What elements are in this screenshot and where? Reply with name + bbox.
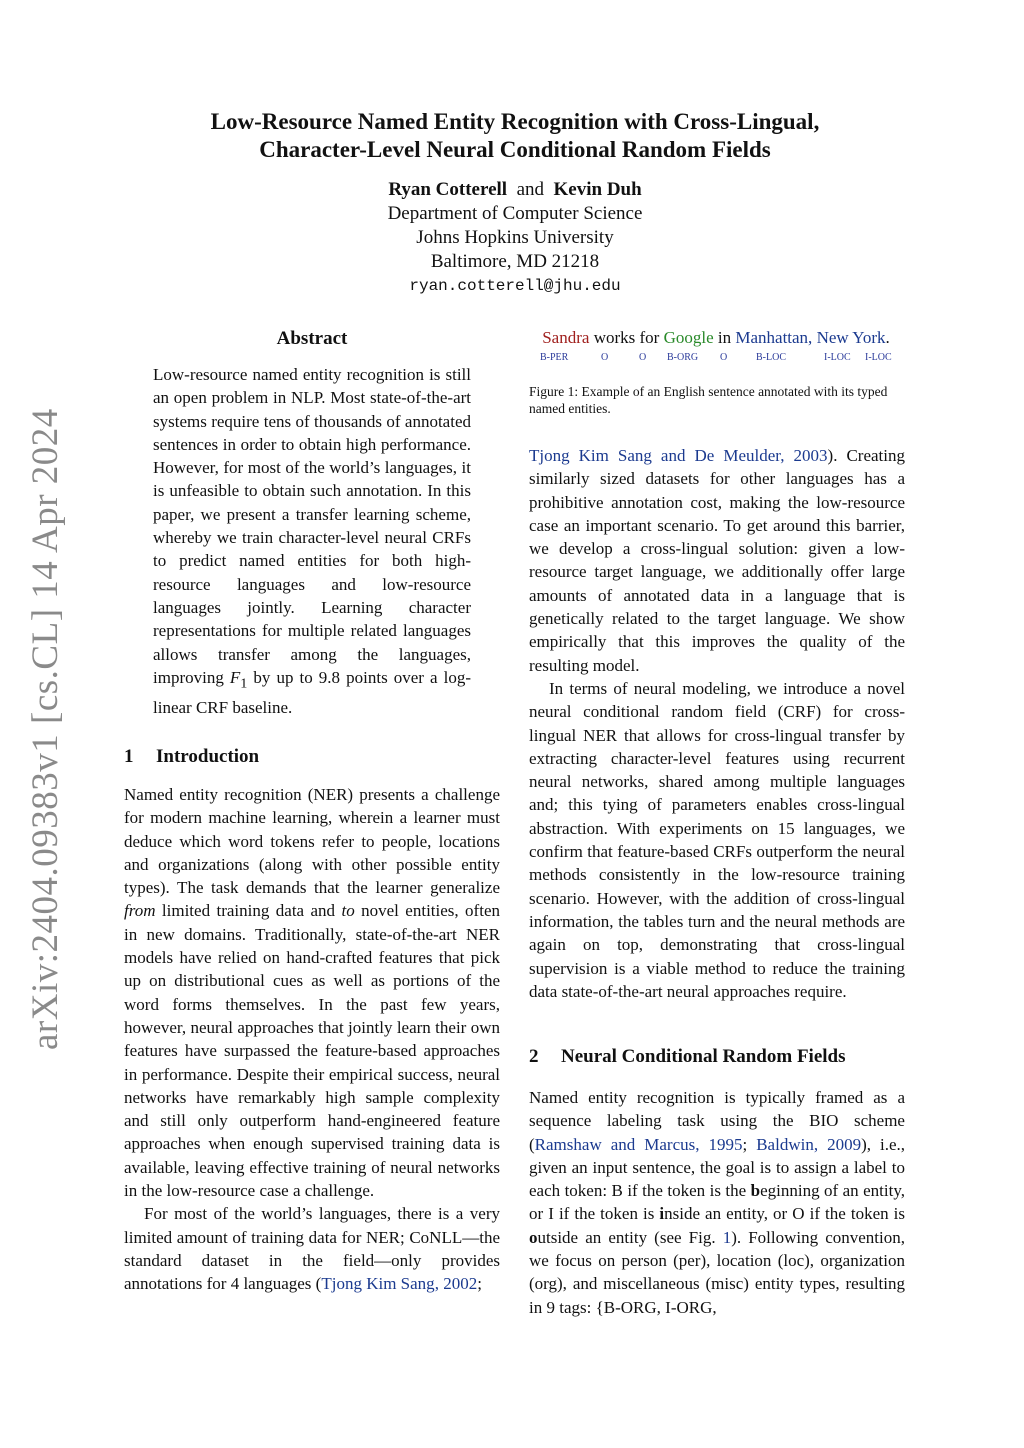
citation-link[interactable]: Baldwin, 2009	[756, 1134, 862, 1154]
author-block	[250, 178, 780, 298]
word: for	[639, 328, 660, 347]
entity-word: Google	[663, 328, 714, 347]
tag-label: O	[720, 352, 728, 363]
paragraph	[124, 783, 500, 1202]
entity-word: Sandra	[542, 328, 590, 347]
department: Department of Computer Science	[387, 203, 643, 224]
intro-left-column	[124, 783, 500, 1296]
abstract-text-part: by up to 9.8 points over a log-linear CRF baseline.	[153, 667, 471, 717]
figure-1-sentence	[530, 328, 902, 348]
title-line-2: Character-Level Neural Conditional Random Fields	[259, 137, 771, 162]
section-number: 1	[124, 746, 134, 767]
emphasis: from	[124, 901, 156, 921]
section-2-heading	[529, 1046, 846, 1068]
paragraph	[529, 444, 905, 677]
f1-symbol: F	[229, 667, 241, 687]
tag-term: O	[792, 1204, 805, 1224]
arxiv-stamp: arXiv:2404.09383v1 [cs.CL] 14 Apr 2024	[25, 408, 66, 1050]
tag-term: I-ORG	[665, 1297, 713, 1317]
author-name: Ryan Cotterell	[388, 179, 508, 200]
author-name: Kevin Duh	[553, 179, 642, 200]
figure-reference-link[interactable]: 1	[722, 1227, 732, 1247]
section-number: 2	[529, 1046, 539, 1067]
emphasis: to	[341, 901, 355, 921]
section-title: Introduction	[156, 746, 260, 767]
section-1-heading	[124, 746, 259, 768]
author-line	[250, 178, 780, 202]
tag-term: B-ORG	[603, 1297, 657, 1317]
tag-label: O	[639, 352, 647, 363]
text-run: novel entities, often in new domains. Traditionally, state-of-the-art NER models have relied on hand-crafted features that pick up on distributional cues as well as portions of the word forms themselves. In the past few years, however, neural approaches that jointly learn their own features have surpassed the feature-based approaches in performance. Despite their empirical success, neural networks have remarkably high sample complexity and still only outperform hand-engineered feature approaches when enough supervised training data is available, leaving effective training of neural networks in the low-resource case a challenge.	[124, 901, 500, 1201]
abstract-text	[153, 363, 471, 719]
city: Baltimore, MD 21218	[430, 251, 600, 272]
email: ryan.cotterell@jhu.edu	[409, 277, 621, 295]
paper-title	[150, 108, 880, 164]
section-2-body	[529, 1086, 905, 1319]
word: .	[885, 328, 890, 347]
figure-1-tags	[530, 352, 902, 366]
paragraph: In terms of neural modeling, we introduce a novel neural conditional random field (CRF) for cross-lingual NER that allows for cross-lingual transfer by extracting character-level features using recurrent neural networks, shared among multiple languages and; this tying of parameters enables cross-lingual abstraction. With experiments on 15 languages, we confirm that feature-based CRFs outperform the neural methods consistently in the low-resource training scenario. However, with the addition of cross-lingual information, the tables turn and the neural methods are again on top, demonstrating that cross-lingual supervision is a viable method to reduce the training data state-of-the-art neural approaches require.	[529, 678, 905, 1001]
tag-term: I	[548, 1204, 554, 1224]
abstract-text-part: Low-resource named entity recognition is still an open problem in NLP. Most state-of-the-art systems require tens of thousands of annotated sentences in order to obtain high performance. However, for most of the world’s languages, it is unfeasible to obtain such annotation. In this paper, we present a transfer learning scheme, whereby we train character-level neural CRFs to predict named entities for both high-resource languages and low-resource languages jointly. Learning character representations for multiple related languages allows transfer among the languages, improving	[153, 365, 471, 687]
paragraph	[124, 1202, 500, 1295]
text-run: limited training data and	[155, 901, 342, 921]
figure-1-caption: Figure 1: Example of an English sentence annotated with its typed named entities.	[529, 384, 888, 416]
citation-link[interactable]: Tjong Kim Sang, 2002	[321, 1274, 478, 1294]
text-run: For most of the world’s languages, there is a very limited amount of training data for NER; CoNLL—the standard dataset in the field—only provides annotations for 4 languages (	[124, 1204, 500, 1294]
citation-link[interactable]: Ramshaw and Marcus, 1995	[534, 1134, 743, 1154]
paragraph: Named entity recognition is typically framed as a sequence labeling task using the BIO scheme (Ramshaw and Marcus, 1995; Baldwin, 2009), i.e., given an input sentence, the goal is to assign a label to each token: B if the token is the beginning of an entity, or I if the token is inside an entity, or O if the token is outside an entity (see Fig. 1). Following convention, we focus on person (per), location (loc), organization (org), and miscellaneous (misc) entity types, resulting in 9 tags: {B-ORG, I-ORG,	[529, 1088, 906, 1317]
word: works	[593, 328, 636, 347]
tag-label: O	[601, 352, 609, 363]
tag-label: B-PER	[540, 352, 569, 363]
tag-label: B-ORG	[667, 352, 699, 363]
abstract-heading: Abstract	[276, 328, 348, 349]
f1-subscript: 1	[240, 675, 248, 692]
tag-label: I-LOC	[865, 352, 892, 363]
text-run: ;	[477, 1274, 482, 1294]
author-conjunction: and	[516, 179, 545, 200]
entity-word: New York	[816, 328, 886, 347]
word: in	[717, 328, 732, 347]
intro-right-column	[529, 444, 905, 1003]
text-run: ). Creating similarly sized datasets for other languages has a prohibitive annotation cost, making the low-resource case an important scenario. To get around this barrier, we develop a cross-lingual solution: given a low-resource target language, we additionally offer large amounts of annotated data in a language that is genetically related to the target language. We show empirically that this improves the quality of the resulting model.	[529, 446, 906, 675]
tag-label: I-LOC	[824, 352, 851, 363]
bio-term: BIO	[809, 1111, 839, 1131]
tag-term: B	[611, 1181, 623, 1201]
entity-word: Manhattan,	[735, 328, 813, 347]
text-run: Named entity recognition (NER) presents a challenge for modern machine learning, wherein a learner must deduce which word tokens refer to people, locations and organizations (along with other possible entity types). The task demands that the learner generalize	[124, 785, 500, 898]
title-line-1: Low-Resource Named Entity Recognition with Cross-Lingual,	[210, 109, 820, 134]
citation-link[interactable]: Tjong Kim Sang and De Meulder, 2003	[529, 446, 828, 465]
university: Johns Hopkins University	[416, 227, 614, 248]
tag-label: B-LOC	[756, 352, 786, 363]
section-title: Neural Conditional Random Fields	[561, 1046, 846, 1067]
